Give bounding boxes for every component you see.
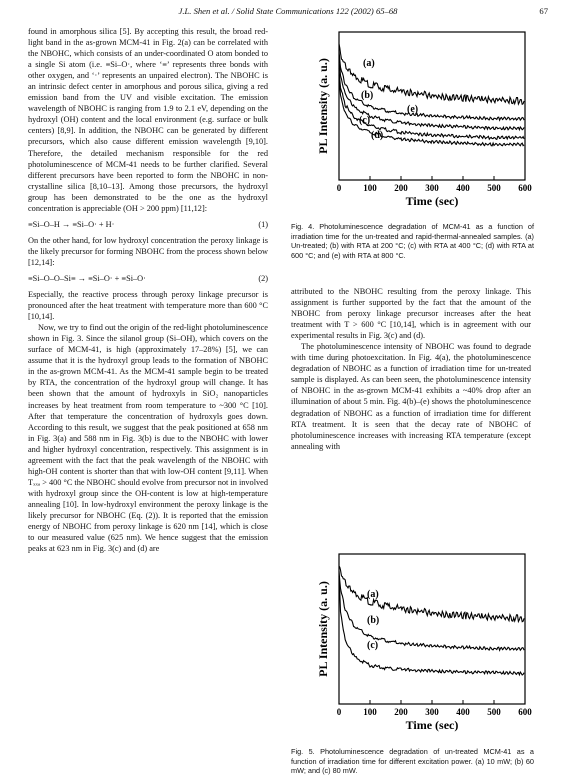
figure-5 [291, 550, 541, 748]
equation-2 [28, 273, 268, 284]
x-tick-label: 0 [336, 707, 342, 717]
figure-4-chart [291, 28, 541, 223]
figure-4-caption: Fig. 4. Photoluminescence degradation of MCM-41 as a function of irradiation time for the un-treated and rapid-thermal-annealed samples. (a) Un-treated; (b) with RTA at 200 °C; (c) with RTA at 400 °C; (d) with RTA at 600 °C; and (e) with RTA at 800 °C. [291, 222, 534, 260]
series-label: (c) [367, 640, 379, 651]
series-label: (c) [359, 115, 371, 126]
series-label: (a) [363, 58, 375, 69]
x-tick-label: 400 [456, 183, 470, 193]
series-label: (b) [361, 90, 374, 101]
x-tick-label: 500 [487, 183, 501, 193]
x-tick-label: 600 [518, 707, 532, 717]
x-tick-label: 100 [363, 707, 377, 717]
page-number: 67 [539, 6, 548, 16]
right-column [291, 286, 531, 452]
series-line [339, 571, 524, 650]
y-axis-label: PL Intensity (a. u.) [316, 581, 330, 677]
figure-5-chart [291, 550, 541, 748]
x-tick-label: 200 [394, 707, 408, 717]
series-label: (d) [371, 130, 384, 141]
figure-5-caption: Fig. 5. Photoluminescence degradation of un-treated MCM-41 as a function of irradiation time for different excitation power. (a) 10 mW; (b) 60 mW; and (c) 80 mW. [291, 747, 534, 776]
plot-frame [339, 554, 525, 704]
equation-text: ≡Si–O–O–Si≡ → ≡Si–O· + ≡Si–O· [28, 273, 146, 283]
y-axis-label: PL Intensity (a. u.) [316, 58, 330, 154]
x-axis-label: Time (sec) [405, 718, 459, 732]
paragraph: Now, we try to find out the origin of the red-light photoluminescence shown in Fig. 3. Since the silanol group (Si–OH), which covers on the surface of MCM-41, is high (approximately 17–28%) [5], we can assume that it is the hydroxyl group leads to the formation of NBOHC in the as-grown MCM-41. As the MCM-41 sample begin to be treated by RTA, the concentration of the hydroxyl group will change. It has been shown that the amount of hydroxyls in SiO₂ nanoparticles increases by heat treatment from room temperature to ~300 °C [10]. After that temperature the concentration of hydroxyls goes down. According to this result, we suggest that the peak positioned at 658 nm in Fig. 3(a) and 588 nm in Fig. 3(b) is due to the NBOHC with lower and higher hydroxyl concentration, respectively. This assignment is in agreement with the fact that the peak wavelength of the NBOHC with high-OH content is shorter than that with low-OH content [9,11]. When Tₓₓₐ > 400 °C the NBOHC should evolve from precursor not in involved with hydroxyl group since the OH-content is low at high-temperature annealing [10]. In low-hydroxyl environment the peroxy linkage is the likely precursor for NBOHC (Eq. (2)). It is reported that the emission energy of NBOHC from peroxy linkage is 620 nm [14], which is close to our measured value (625 nm). We hence suggest that the emission peaks at 623 nm in Fig. 3(c) and (d) are [28, 323, 268, 554]
paragraph: found in amorphous silica [5]. By accepting this result, the broad red-light band in the as-grown MCM-41 in Fig. 2(a) can be correlated with the NBOHC, which consists of an under-coordinated O atom bonded to a single Si atom (i.e. ≡Si–O·, where ‘≡’ represents three bonds with other oxygen, and ‘·’ represents an unpaired electron). The NBOHC is an intrinsic defect center in amorphous and porous silica, giving a red emission band from the UV and visible excitation. The emission wavelength of NBOHC is ranging from 1.9 to 2.1 eV, depending on the hydroxyl (OH) content and the local environment (e.g. surface or bulk centers) [8,9]. In addition, the NBOHC can be generated by different precursors, which also cause different emission wavelength [9,10]. Therefore, the detailed mechanism responsible for the red photoluminescence of MCM-41 needs to be further clarified. Several different precursors have been reported to form the NBOHC in non-crystalline silica [8,10–13]. Among those precursors, the hydroxyl group has been demonstrated to be the one as the hydroxyl concentration is appreciable (OH > 200 ppm) [11,12]: [28, 27, 268, 213]
x-tick-label: 600 [518, 183, 532, 193]
x-tick-label: 200 [394, 183, 408, 193]
series-label: (a) [367, 589, 379, 600]
series-line [339, 68, 524, 139]
series-label: (b) [367, 615, 380, 626]
series-label: (e) [407, 104, 419, 115]
journal-citation: J.L. Shen et al. / Solid State Communications 122 (2002) 65–68 [178, 6, 398, 16]
x-tick-label: 100 [363, 183, 377, 193]
equation-text: ≡Si–O–H → ≡Si–O· + H· [28, 219, 115, 229]
paragraph: On the other hand, for low hydroxyl concentration the peroxy linkage is the likely precursor for forming NBOHC from the process shown below [12,14]: [28, 235, 268, 267]
paragraph: attributed to the NBOHC resulting from the peroxy linkage. This assignment is further supported by the fact that the amount of the NBOHC from peroxy linkage precursor increases after the heat treatment with T > 600 °C [10,14], which is in agreement with our experimental results in Fig. 3(c) and (d). [291, 287, 531, 341]
x-tick-label: 400 [456, 707, 470, 717]
equation-number: (1) [258, 219, 268, 229]
x-tick-label: 500 [487, 707, 501, 717]
equation-1 [28, 219, 268, 230]
figure-4 [291, 28, 541, 223]
equation-number: (2) [258, 273, 268, 283]
running-header [28, 6, 548, 20]
x-axis-label: Time (sec) [405, 194, 459, 208]
x-tick-label: 300 [425, 183, 439, 193]
x-tick-label: 300 [425, 707, 439, 717]
paragraph: Especially, the reactive process through peroxy linkage precursor is pronounced after the heat treatment with temperature more than 600 °C [10,14]. [28, 290, 268, 322]
paragraph: The photoluminescence intensity of NBOHC was found to degrade with time during photoexcitation. In Fig. 4(a), the photoluminescence degradation of NBOHC as a function of irradiation time for un-treated sample is displayed. As can been seen, the photoluminescence intensity of NBOHC in the as-grown MCM-41 exhibits a ~40% drop after an illumination of about 5 min. Fig. 4(b)–(e) shows the photoluminescence degradation of NBOHC as a function of irradiation time for different RTA treatment. It is seen that the decay rate of NBOHC of photoluminescence increases with increasing RTA temperature (except annealing with [291, 342, 531, 451]
left-column [28, 26, 268, 554]
x-tick-label: 0 [336, 183, 342, 193]
